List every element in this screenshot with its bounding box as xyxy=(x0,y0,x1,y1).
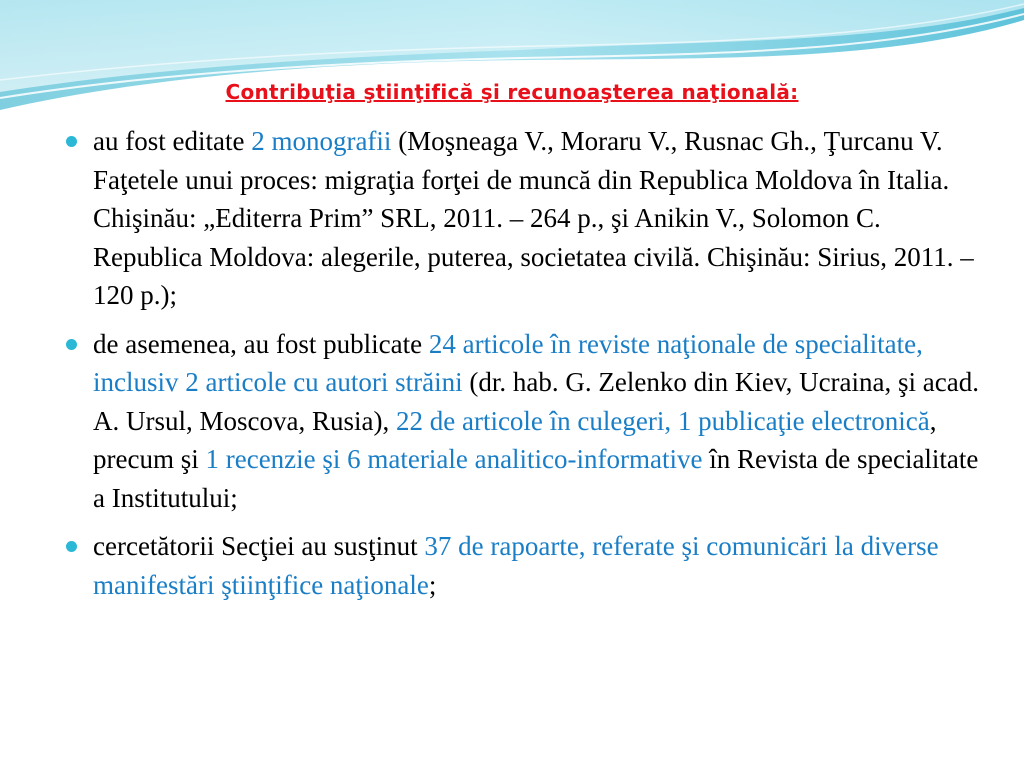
list-item xyxy=(60,527,980,604)
item-text: (Moşneaga V., Moraru V., Rusnac Gh., Ţurcanu V. Faţetele unui proces: migraţia forţei de muncă din Republica Moldova în Italia. Chişinău: „Editerra Prim” SRL, 2011. – 264 p., şi Anikin V., Solomon C. Republica Moldova: alegerile, puterea, societatea civilă. Chişinău: Sirius, 2011. – 120 p.); xyxy=(93,126,974,310)
item-highlight: 22 de articole în culegeri, 1 publicaţie electronică xyxy=(395,405,930,436)
slide-body xyxy=(60,122,980,614)
item-text: ; xyxy=(428,569,437,600)
item-text: , precum şi xyxy=(93,405,937,474)
bullet-icon xyxy=(66,136,77,147)
item-text: în Revista de specialitate a Institutului; xyxy=(93,444,979,513)
item-highlight: 1 recenzie şi 6 materiale analitico-informative xyxy=(205,444,703,474)
item-text: de asemenea, au fost publicate xyxy=(93,328,429,359)
item-text: (dr. hab. G. Zelenko din Kiev, Ucraina, şi acad. A. Ursul, Moscova, Rusia), xyxy=(93,367,979,436)
slide-title: Contribuţia ştiinţifică şi recunoaşterea naţională: xyxy=(225,80,799,104)
bullet-icon xyxy=(66,339,77,350)
list-item xyxy=(60,122,980,315)
bullet-icon xyxy=(66,541,77,552)
bullet-list xyxy=(60,122,980,604)
list-item xyxy=(60,325,980,518)
item-text: au fost editate xyxy=(93,126,252,156)
item-highlight: 24 articole în reviste naţionale de specialitate, inclusiv 2 articole cu autori străini xyxy=(93,328,923,397)
item-text: cercetătorii Secţiei au susţinut xyxy=(93,531,425,561)
item-highlight: 2 monografii xyxy=(251,126,392,156)
item-highlight: 37 de rapoarte, referate şi comunicări la diverse manifestări ştiinţifice naţionale xyxy=(93,531,939,600)
